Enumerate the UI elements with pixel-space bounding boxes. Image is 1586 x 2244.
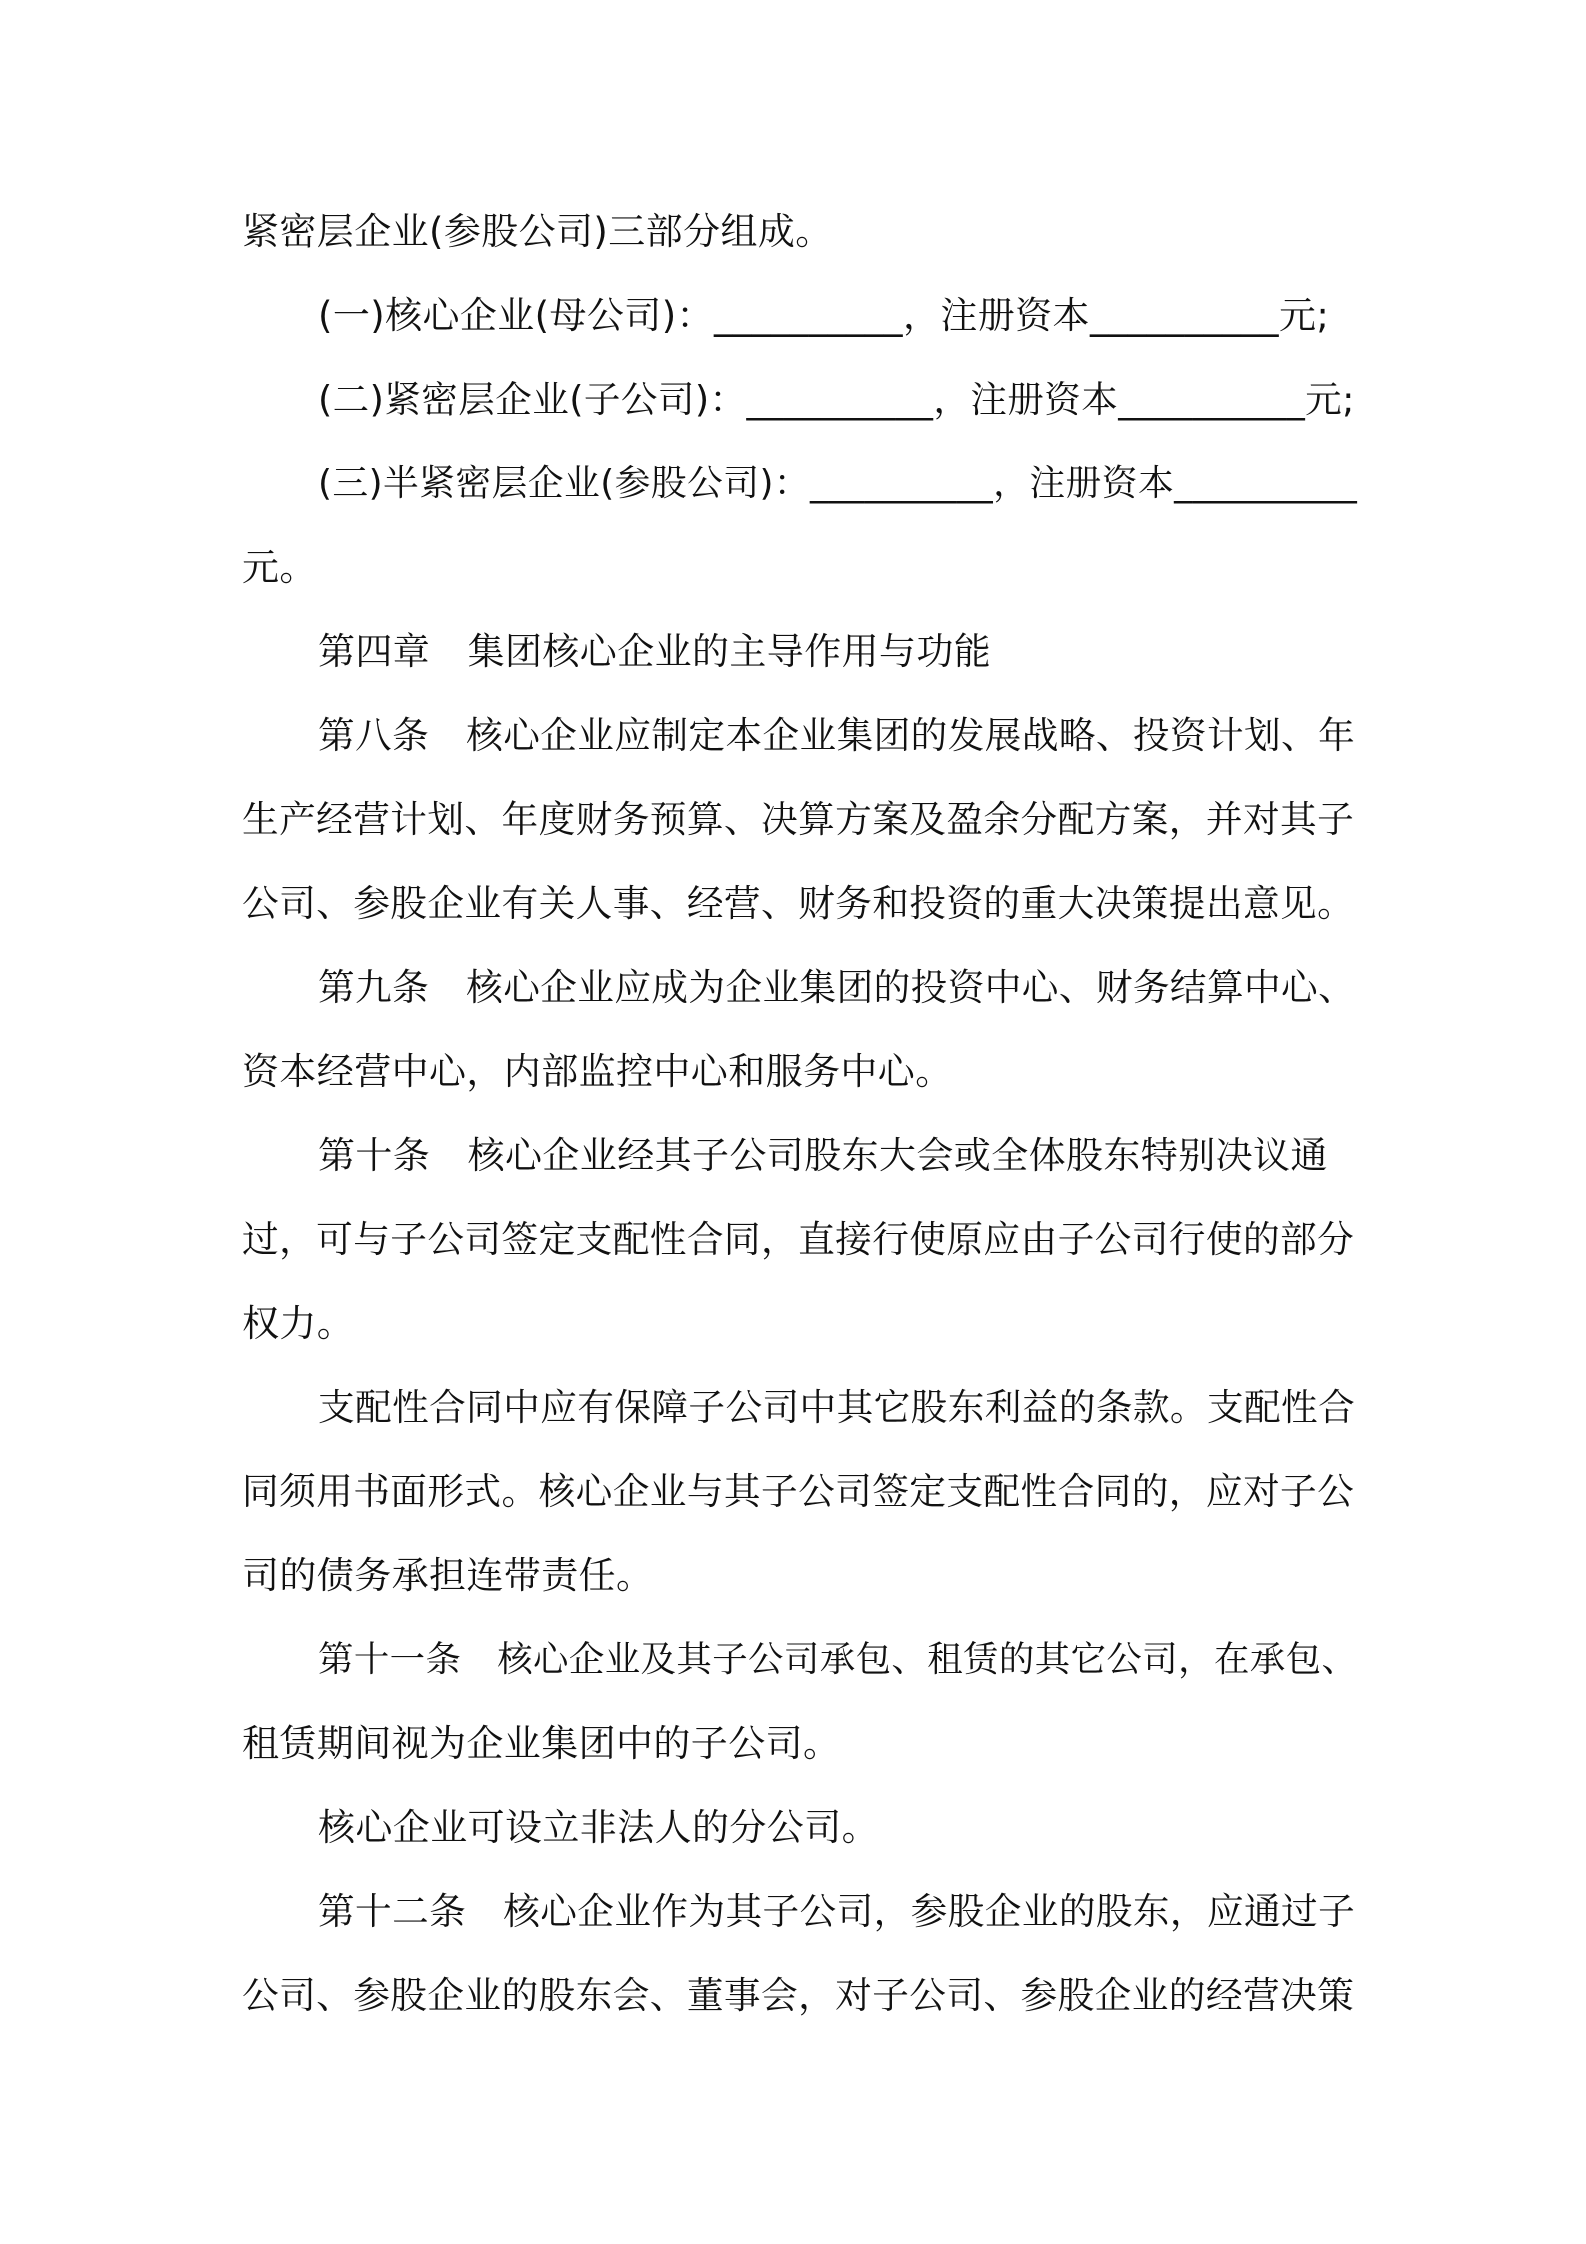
text-line: (一)核心企业(母公司)：__________，注册资本__________元; <box>318 294 1330 337</box>
text-line: 公司、参股企业的股东会、董事会，对子公司、参股企业的经营决策 <box>242 1974 1355 2017</box>
text-line: 第十条 核心企业经其子公司股东大会或全体股东特别决议通 <box>318 1134 1328 1177</box>
text-line: 资本经营中心，内部监控中心和服务中心。 <box>242 1050 953 1093</box>
chapter-heading: 第四章 集团核心企业的主导作用与功能 <box>318 630 992 673</box>
text-line: 生产经营计划、年度财务预算、决算方案及盈余分配方案，并对其子 <box>242 798 1355 841</box>
text-line: 第十一条 核心企业及其子公司承包、租赁的其它公司，在承包、 <box>318 1639 1358 1680</box>
text-line: 同须用书面形式。核心企业与其子公司签定支配性合同的，应对子公 <box>242 1470 1355 1513</box>
text-line: (三)半紧密层企业(参股公司)：__________，注册资本__________ <box>318 463 1358 504</box>
text-line: 核心企业可设立非法人的分公司。 <box>318 1806 879 1849</box>
text-line: 租赁期间视为企业集团中的子公司。 <box>242 1722 841 1765</box>
document-body <box>242 190 1360 2038</box>
text-line: 第九条 核心企业应成为企业集团的投资中心、财务结算中心、 <box>318 966 1356 1009</box>
text-line: 第八条 核心企业应制定本企业集团的发展战略、投资计划、年 <box>318 714 1356 757</box>
text-line: 支配性合同中应有保障子公司中其它股东利益的条款。支配性合 <box>318 1386 1356 1429</box>
text-line: 元。 <box>242 546 317 589</box>
text-line: 司的债务承担连带责任。 <box>242 1554 654 1597</box>
text-line: 紧密层企业(参股公司)三部分组成。 <box>242 210 833 253</box>
text-line: 公司、参股企业有关人事、经营、财务和投资的重大决策提出意见。 <box>242 882 1355 925</box>
text-line: 第十二条 核心企业作为其子公司，参股企业的股东，应通过子 <box>318 1890 1356 1933</box>
text-line: (二)紧密层企业(子公司)：__________，注册资本__________元; <box>318 378 1355 421</box>
text-line: 权力。 <box>242 1302 355 1345</box>
text-line: 过，可与子公司签定支配性合同，直接行使原应由子公司行使的部分 <box>242 1218 1355 1261</box>
